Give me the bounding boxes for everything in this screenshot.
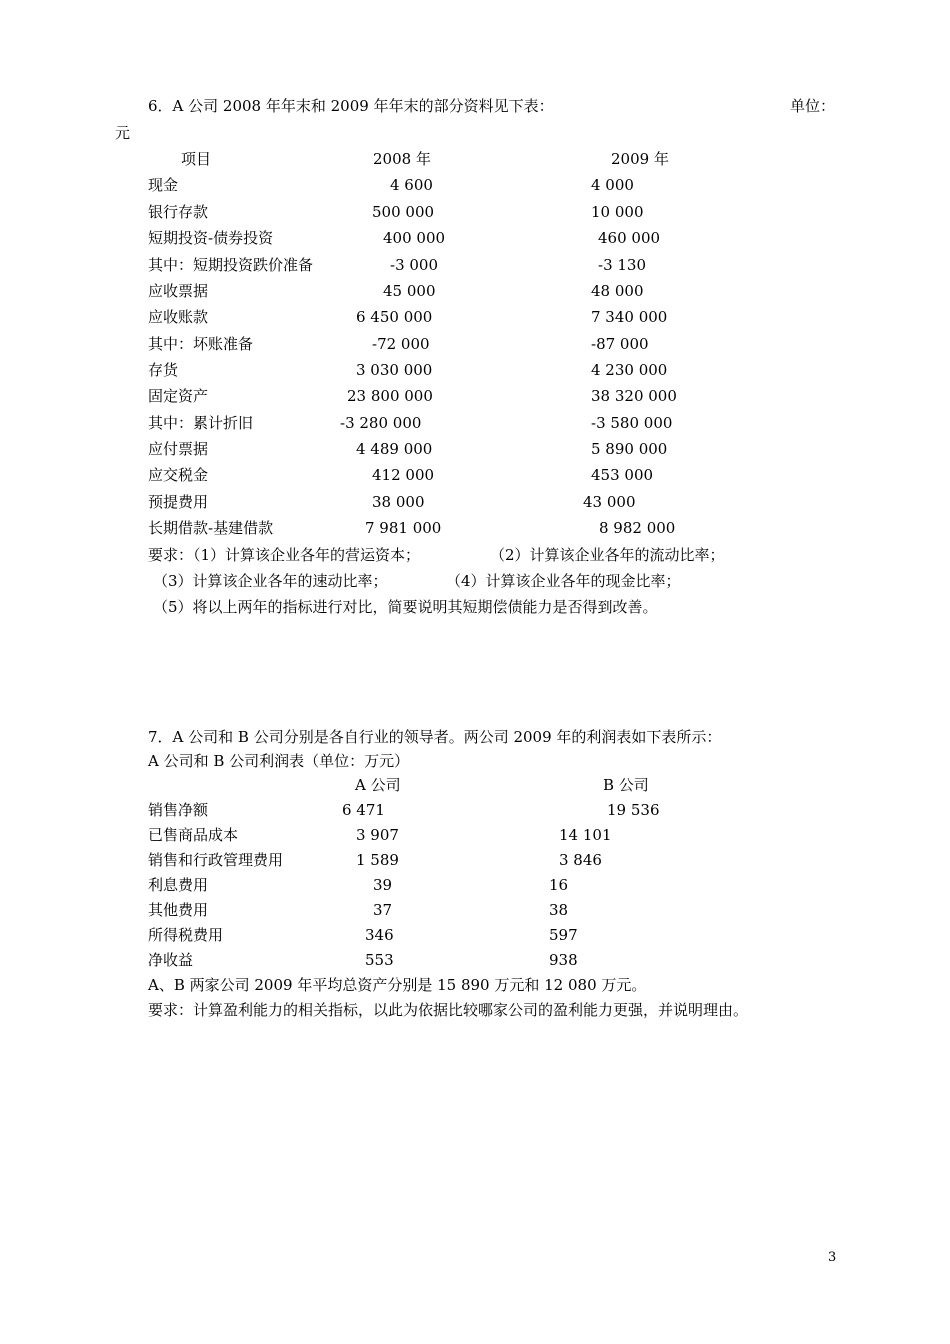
q7-row-b: 3 846 (559, 851, 602, 869)
q6-row-2008: 7 981 000 (365, 519, 442, 537)
q7-row-b: 16 (549, 876, 569, 894)
q6-col-2008: 2008 年 (373, 150, 431, 168)
q7-row-a: 6 471 (342, 801, 385, 819)
q6-req-5: （5）将以上两年的指标进行对比，简要说明其短期偿债能力是否得到改善。 (153, 598, 658, 616)
q6-row-2008: 45 000 (383, 282, 436, 300)
q6-row-item: 应收票据 (148, 282, 209, 300)
q6-row-2008: -3 280 000 (340, 414, 422, 432)
q6-unit-label: 单位： (790, 97, 836, 115)
q6-row-2009: -87 000 (591, 335, 649, 353)
q6-unit-value: 元 (115, 124, 131, 142)
table-row (0, 851, 950, 869)
q7-row-b: 19 536 (607, 801, 660, 819)
q6-row-item: 长期借款-基建借款 (148, 519, 274, 537)
q7-row-b: 597 (549, 926, 578, 944)
table-row (0, 876, 950, 894)
table-row (0, 282, 950, 300)
q7-row-b: 938 (549, 951, 578, 969)
page-number: 3 (828, 1250, 837, 1265)
q6-row-2008: 3 030 000 (356, 361, 433, 379)
q7-row-item: 净收益 (148, 951, 194, 969)
q6-row-2008: -3 000 (390, 256, 439, 274)
q6-row-2009: 7 340 000 (591, 308, 668, 326)
table-row (0, 387, 950, 405)
q6-row-2009: -3 580 000 (591, 414, 673, 432)
q6-row-2009: 10 000 (591, 203, 644, 221)
table-row (0, 203, 950, 221)
q6-row-2008: 23 800 000 (347, 387, 433, 405)
q6-row-item: 应交税金 (148, 466, 209, 484)
q7-row-a: 37 (373, 901, 393, 919)
q7-row-item: 已售商品成本 (148, 826, 239, 844)
q7-heading: 7．A 公司和 B 公司分别是各自行业的领导者。两公司 2009 年的利润表如下表所示： (148, 728, 722, 746)
q7-row-item: 所得税费用 (148, 926, 224, 944)
q6-row-item: 其中：坏账准备 (148, 335, 254, 353)
q6-row-item: 存货 (148, 361, 179, 379)
q6-row-2009: 4 230 000 (591, 361, 668, 379)
q6-row-2009: 38 320 000 (591, 387, 677, 405)
table-row (0, 826, 950, 844)
table-row (0, 414, 950, 432)
table-row (0, 440, 950, 458)
q7-row-item: 销售净额 (148, 801, 209, 819)
q7-requirement: 要求：计算盈利能力的相关指标，以此为依据比较哪家公司的盈利能力更强，并说明理由。 (148, 1001, 749, 1019)
q6-req-4: （4）计算该企业各年的现金比率； (446, 572, 681, 590)
q6-col-2009: 2009 年 (611, 150, 669, 168)
q7-col-a: A 公司 (355, 776, 401, 794)
q6-row-2008: 4 600 (390, 176, 433, 194)
q6-row-2009: 460 000 (598, 229, 661, 247)
q6-row-2008: 412 000 (372, 466, 435, 484)
q7-row-item: 销售和行政管理费用 (148, 851, 284, 869)
table-row (0, 519, 950, 537)
q6-req-3: （3）计算该企业各年的速动比率； (153, 572, 388, 590)
q7-table-title: A 公司和 B 公司利润表（单位：万元） (148, 752, 410, 770)
q7-row-a: 1 589 (356, 851, 399, 869)
q6-col-item: 项目 (181, 150, 212, 168)
q6-heading: 6．A 公司 2008 年年末和 2009 年年末的部分资料见下表： (148, 97, 554, 115)
q6-row-2009: 4 000 (591, 176, 634, 194)
q6-row-2009: 8 982 000 (599, 519, 676, 537)
table-row (0, 951, 950, 969)
q6-row-2008: -72 000 (372, 335, 430, 353)
q7-row-item: 利息费用 (148, 876, 209, 894)
q6-row-2009: -3 130 (598, 256, 647, 274)
q6-row-item: 应付票据 (148, 440, 209, 458)
table-row (0, 901, 950, 919)
q6-row-2009: 453 000 (591, 466, 654, 484)
q6-row-item: 预提费用 (148, 493, 209, 511)
q6-row-item: 其中：短期投资跌价准备 (148, 256, 314, 274)
q6-row-item: 现金 (148, 176, 179, 194)
q7-col-b: B 公司 (603, 776, 649, 794)
q6-row-2008: 6 450 000 (356, 308, 433, 326)
table-row (0, 229, 950, 247)
q6-row-2009: 5 890 000 (591, 440, 668, 458)
q7-row-a: 346 (365, 926, 394, 944)
q6-row-item: 银行存款 (148, 203, 209, 221)
q6-row-item: 应收账款 (148, 308, 209, 326)
table-row (0, 493, 950, 511)
q7-note: A、B 两家公司 2009 年平均总资产分别是 15 890 万元和 12 080 万元。 (148, 976, 647, 994)
q7-row-b: 14 101 (559, 826, 612, 844)
q6-row-2009: 48 000 (591, 282, 644, 300)
table-row (0, 308, 950, 326)
q7-row-b: 38 (549, 901, 569, 919)
q7-row-item: 其他费用 (148, 901, 209, 919)
q6-row-2008: 38 000 (372, 493, 425, 511)
table-row (0, 256, 950, 274)
table-row (0, 801, 950, 819)
table-row (0, 361, 950, 379)
table-row (0, 335, 950, 353)
q6-row-item: 固定资产 (148, 387, 209, 405)
q6-row-2008: 500 000 (372, 203, 435, 221)
q6-req-2: （2）计算该企业各年的流动比率； (490, 546, 725, 564)
q7-row-a: 3 907 (356, 826, 399, 844)
q7-row-a: 553 (365, 951, 394, 969)
q6-row-item: 短期投资-债券投资 (148, 229, 274, 247)
q6-row-2008: 400 000 (383, 229, 446, 247)
table-row (0, 176, 950, 194)
q6-req-1: 要求：（1）计算该企业各年的营运资本； (148, 546, 421, 564)
table-row (0, 926, 950, 944)
q7-row-a: 39 (373, 876, 393, 894)
table-row (0, 466, 950, 484)
q6-row-item: 其中：累计折旧 (148, 414, 254, 432)
q6-row-2008: 4 489 000 (356, 440, 433, 458)
q6-row-2009: 43 000 (583, 493, 636, 511)
